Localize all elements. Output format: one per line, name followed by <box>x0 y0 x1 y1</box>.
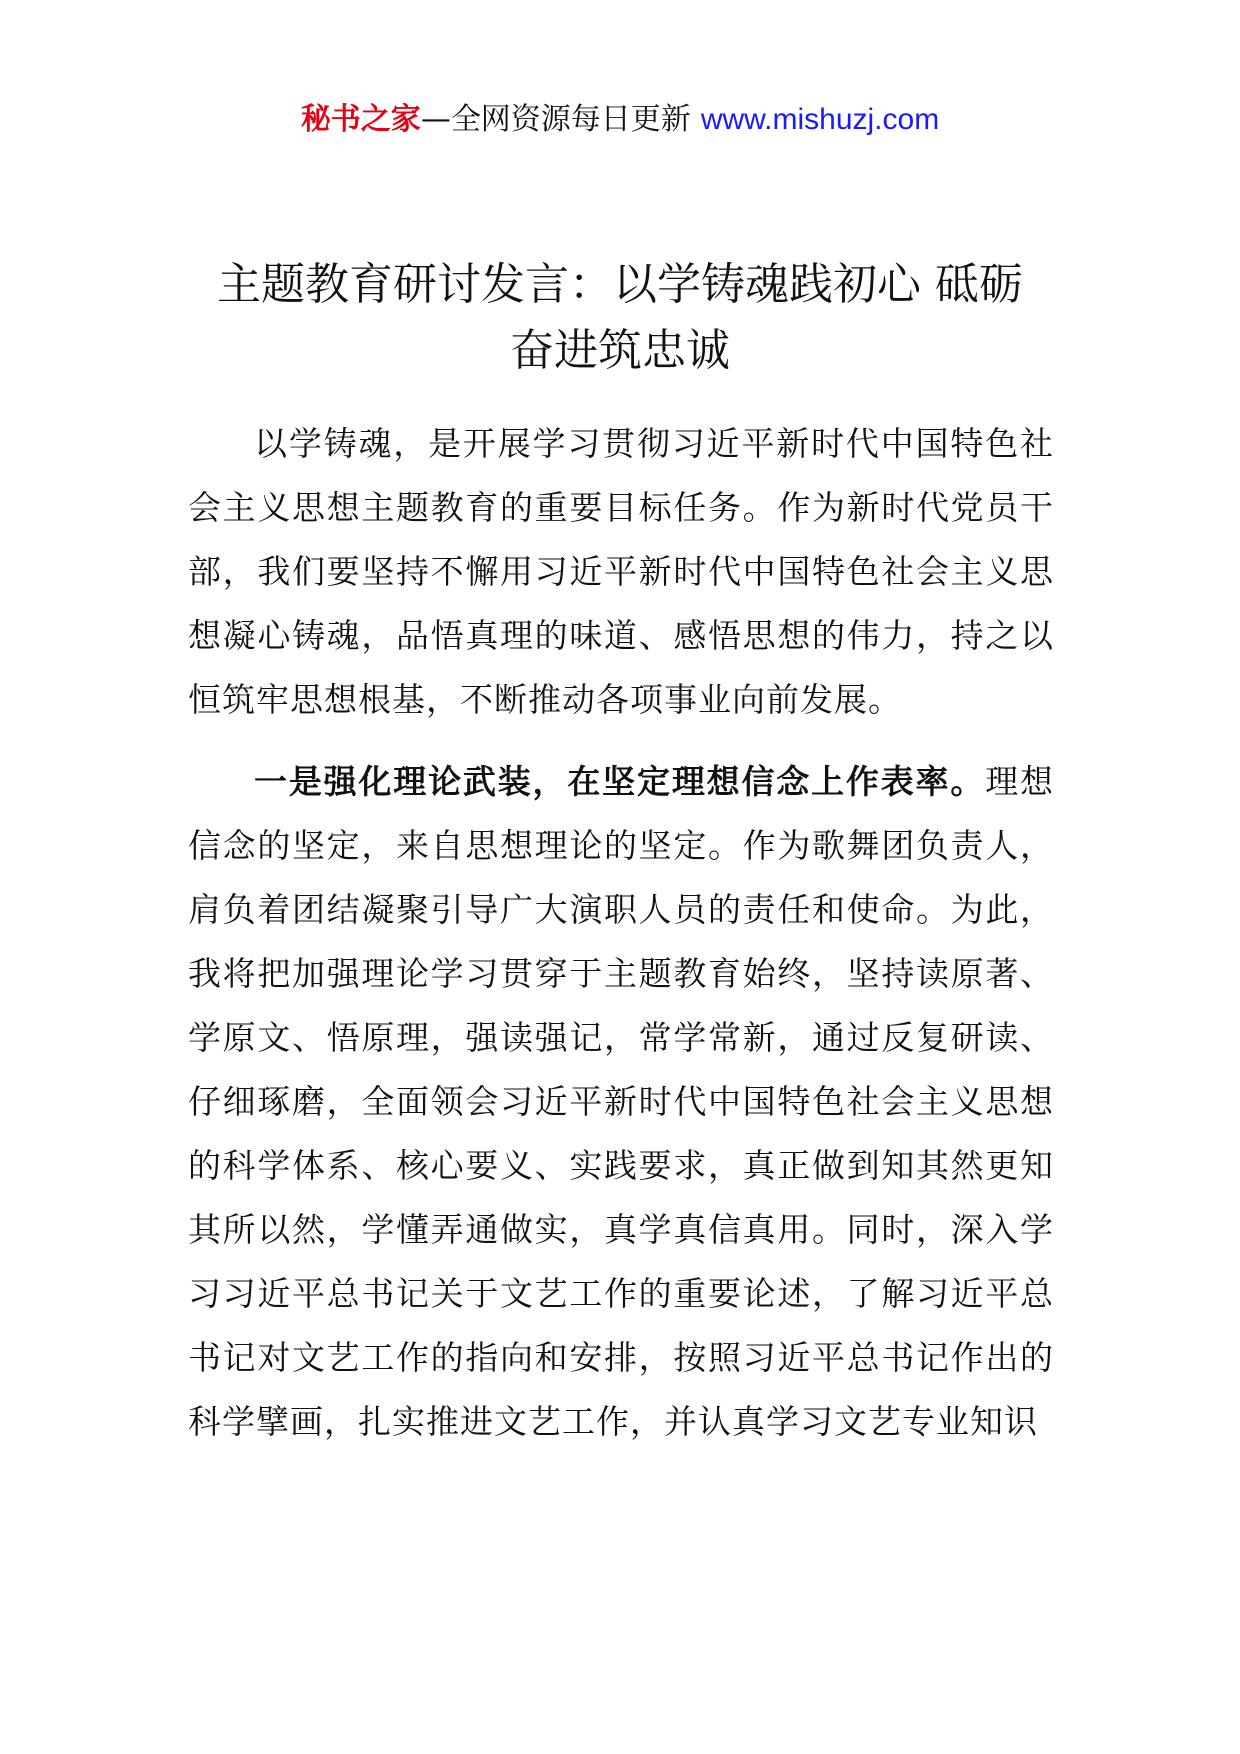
paragraph-intro <box>188 412 1054 732</box>
paragraph-point-one-text: 理想信念的坚定，来自思想理论的坚定。作为歌舞团负责人，肩负着团结凝聚引导广大演职人员的责任和使命。为此，我将把加强理论学习贯穿于主题教育始终，坚持读原著、学原文、悟原理，强读强记，常学常新，通过反复研读、仔细琢磨，全面领会习近平新时代中国特色社会主义思想的科学体系、核心要义、实践要求，真正做到知其然更知其所以然，学懂弄通做实，真学真信真用。同时，深入学习习近平总书记关于文艺工作的重要论述，了解习近平总书记对文艺工作的指向和安排，按照习近平总书记作出的科学擘画，扎实推进文艺工作，并认真学习文艺专业知识 <box>188 762 1055 1441</box>
document-title-line-1: 主题教育研讨发言：以学铸魂践初心 砥砺 <box>217 259 1023 310</box>
paragraph-point-one <box>188 750 1054 1454</box>
site-name: 秘书之家 <box>300 102 421 137</box>
paragraph-point-one-heading: 一是强化理论武装，在坚定理想信念上作表率。 <box>254 762 986 801</box>
site-header-banner <box>0 100 1240 140</box>
document-title-line-2: 奋进筑忠诚 <box>510 325 730 376</box>
paragraph-intro-text: 以学铸魂，是开展学习贯彻习近平新时代中国特色社会主义思想主题教育的重要目标任务。作为新时代党员干部，我们要坚持不懈用习近平新时代中国特色社会主义思想凝心铸魂，品悟真理的味道、感悟思想的伟力，持之以恒筑牢思想根基，不断推动各项事业向前发展。 <box>188 424 1054 719</box>
document-title <box>180 252 1060 384</box>
document-body <box>188 412 1054 1472</box>
site-url-link[interactable]: www.mishuzj.com <box>700 103 940 136</box>
site-slogan: —全网资源每日更新 <box>420 102 691 137</box>
